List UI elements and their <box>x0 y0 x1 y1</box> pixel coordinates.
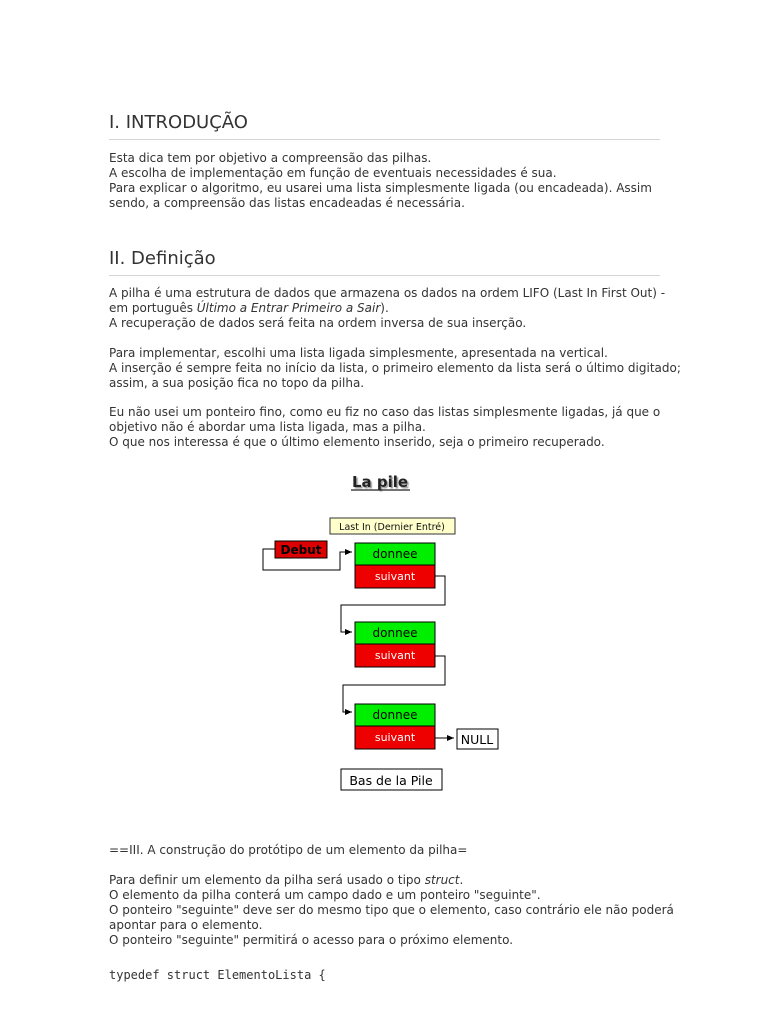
node-1-data-label: donnee <box>372 547 418 561</box>
text-line: O elemento da pilha conterá um campo dado e um ponteiro "seguinte". <box>109 888 541 902</box>
section-3-heading-text: ==III. A construção do protótipo de um elemento da pilha= <box>109 843 468 857</box>
text-line: apontar para o elemento. <box>109 918 263 932</box>
definition-paragraph-3 <box>109 405 669 450</box>
stack-bottom-label: Bas de la Pile <box>349 773 433 788</box>
node-3-data-label: donnee <box>372 708 418 722</box>
definition-paragraph-2 <box>109 346 681 391</box>
text-line: A escolha de implementação em função de eventuais necessidades é sua. <box>109 166 557 180</box>
section-3-paragraph <box>109 873 674 948</box>
stack-diagram <box>0 460 768 800</box>
heading-rule <box>109 275 660 276</box>
italic-text: Último a Entrar Primeiro a Sair <box>196 301 381 315</box>
node-3-next-label: suivant <box>374 731 416 744</box>
text-line: Para implementar, escolhi uma lista ligada simplesmente, apresentada na vertical. <box>109 346 608 360</box>
text-line: assim, a sua posição fica no topo da pilha. <box>109 376 365 390</box>
text-line <box>109 873 669 888</box>
text-line: Eu não usei um ponteiro fino, como eu fiz no caso das listas simplesmente ligadas, já que o <box>109 405 661 419</box>
debut-label: Debut <box>280 543 322 557</box>
text-line <box>109 301 669 316</box>
text-line: A recuperação de dados será feita na ordem inversa de sua inserção. <box>109 316 527 330</box>
text-line: sendo, a compreensão das listas encadeadas é necessária. <box>109 196 465 210</box>
text-span: . <box>459 873 464 887</box>
text-line: A inserção é sempre feita no início da lista, o primeiro elemento da lista será o último digitado; <box>109 361 681 375</box>
text-span: Para definir um elemento da pilha será usado o tipo <box>109 873 425 887</box>
text-line: objetivo não é abordar uma lista ligada, mas a pilha. <box>109 420 426 434</box>
node-2-data-label: donnee <box>372 626 418 640</box>
section-heading-introduction: I. INTRODUÇÃO <box>109 112 248 133</box>
definition-paragraph-1 <box>109 286 669 331</box>
text-line: O ponteiro "seguinte" permitirá o acesso para o próximo elemento. <box>109 933 514 947</box>
section-heading-definition: II. Definição <box>109 248 216 269</box>
text-line: Para explicar o algoritmo, eu usarei uma lista simplesmente ligada (ou encadeada). Assim <box>109 181 652 195</box>
node-1-next-label: suivant <box>374 570 416 583</box>
diagram-title: La pile <box>351 473 409 491</box>
intro-paragraph <box>109 151 669 211</box>
text-line: A pilha é uma estrutura de dados que armazena os dados na ordem LIFO (Last In First Out) - <box>109 286 666 300</box>
last-in-note-label: Last In (Dernier Entré) <box>339 522 445 533</box>
italic-text: struct <box>424 873 460 887</box>
text-span: ). <box>380 301 389 315</box>
text-line: Esta dica tem por objetivo a compreensão das pilhas. <box>109 151 432 165</box>
null-label: NULL <box>460 732 494 747</box>
text-span: em português <box>109 301 197 315</box>
text-line: O que nos interessa é que o último elemento inserido, seja o primeiro recuperado. <box>109 435 605 449</box>
code-snippet: typedef struct ElementoLista { <box>109 968 326 982</box>
node-2-next-label: suivant <box>374 649 416 662</box>
heading-rule <box>109 139 660 140</box>
text-line: O ponteiro "seguinte" deve ser do mesmo tipo que o elemento, caso contrário ele não poderá <box>109 903 674 917</box>
